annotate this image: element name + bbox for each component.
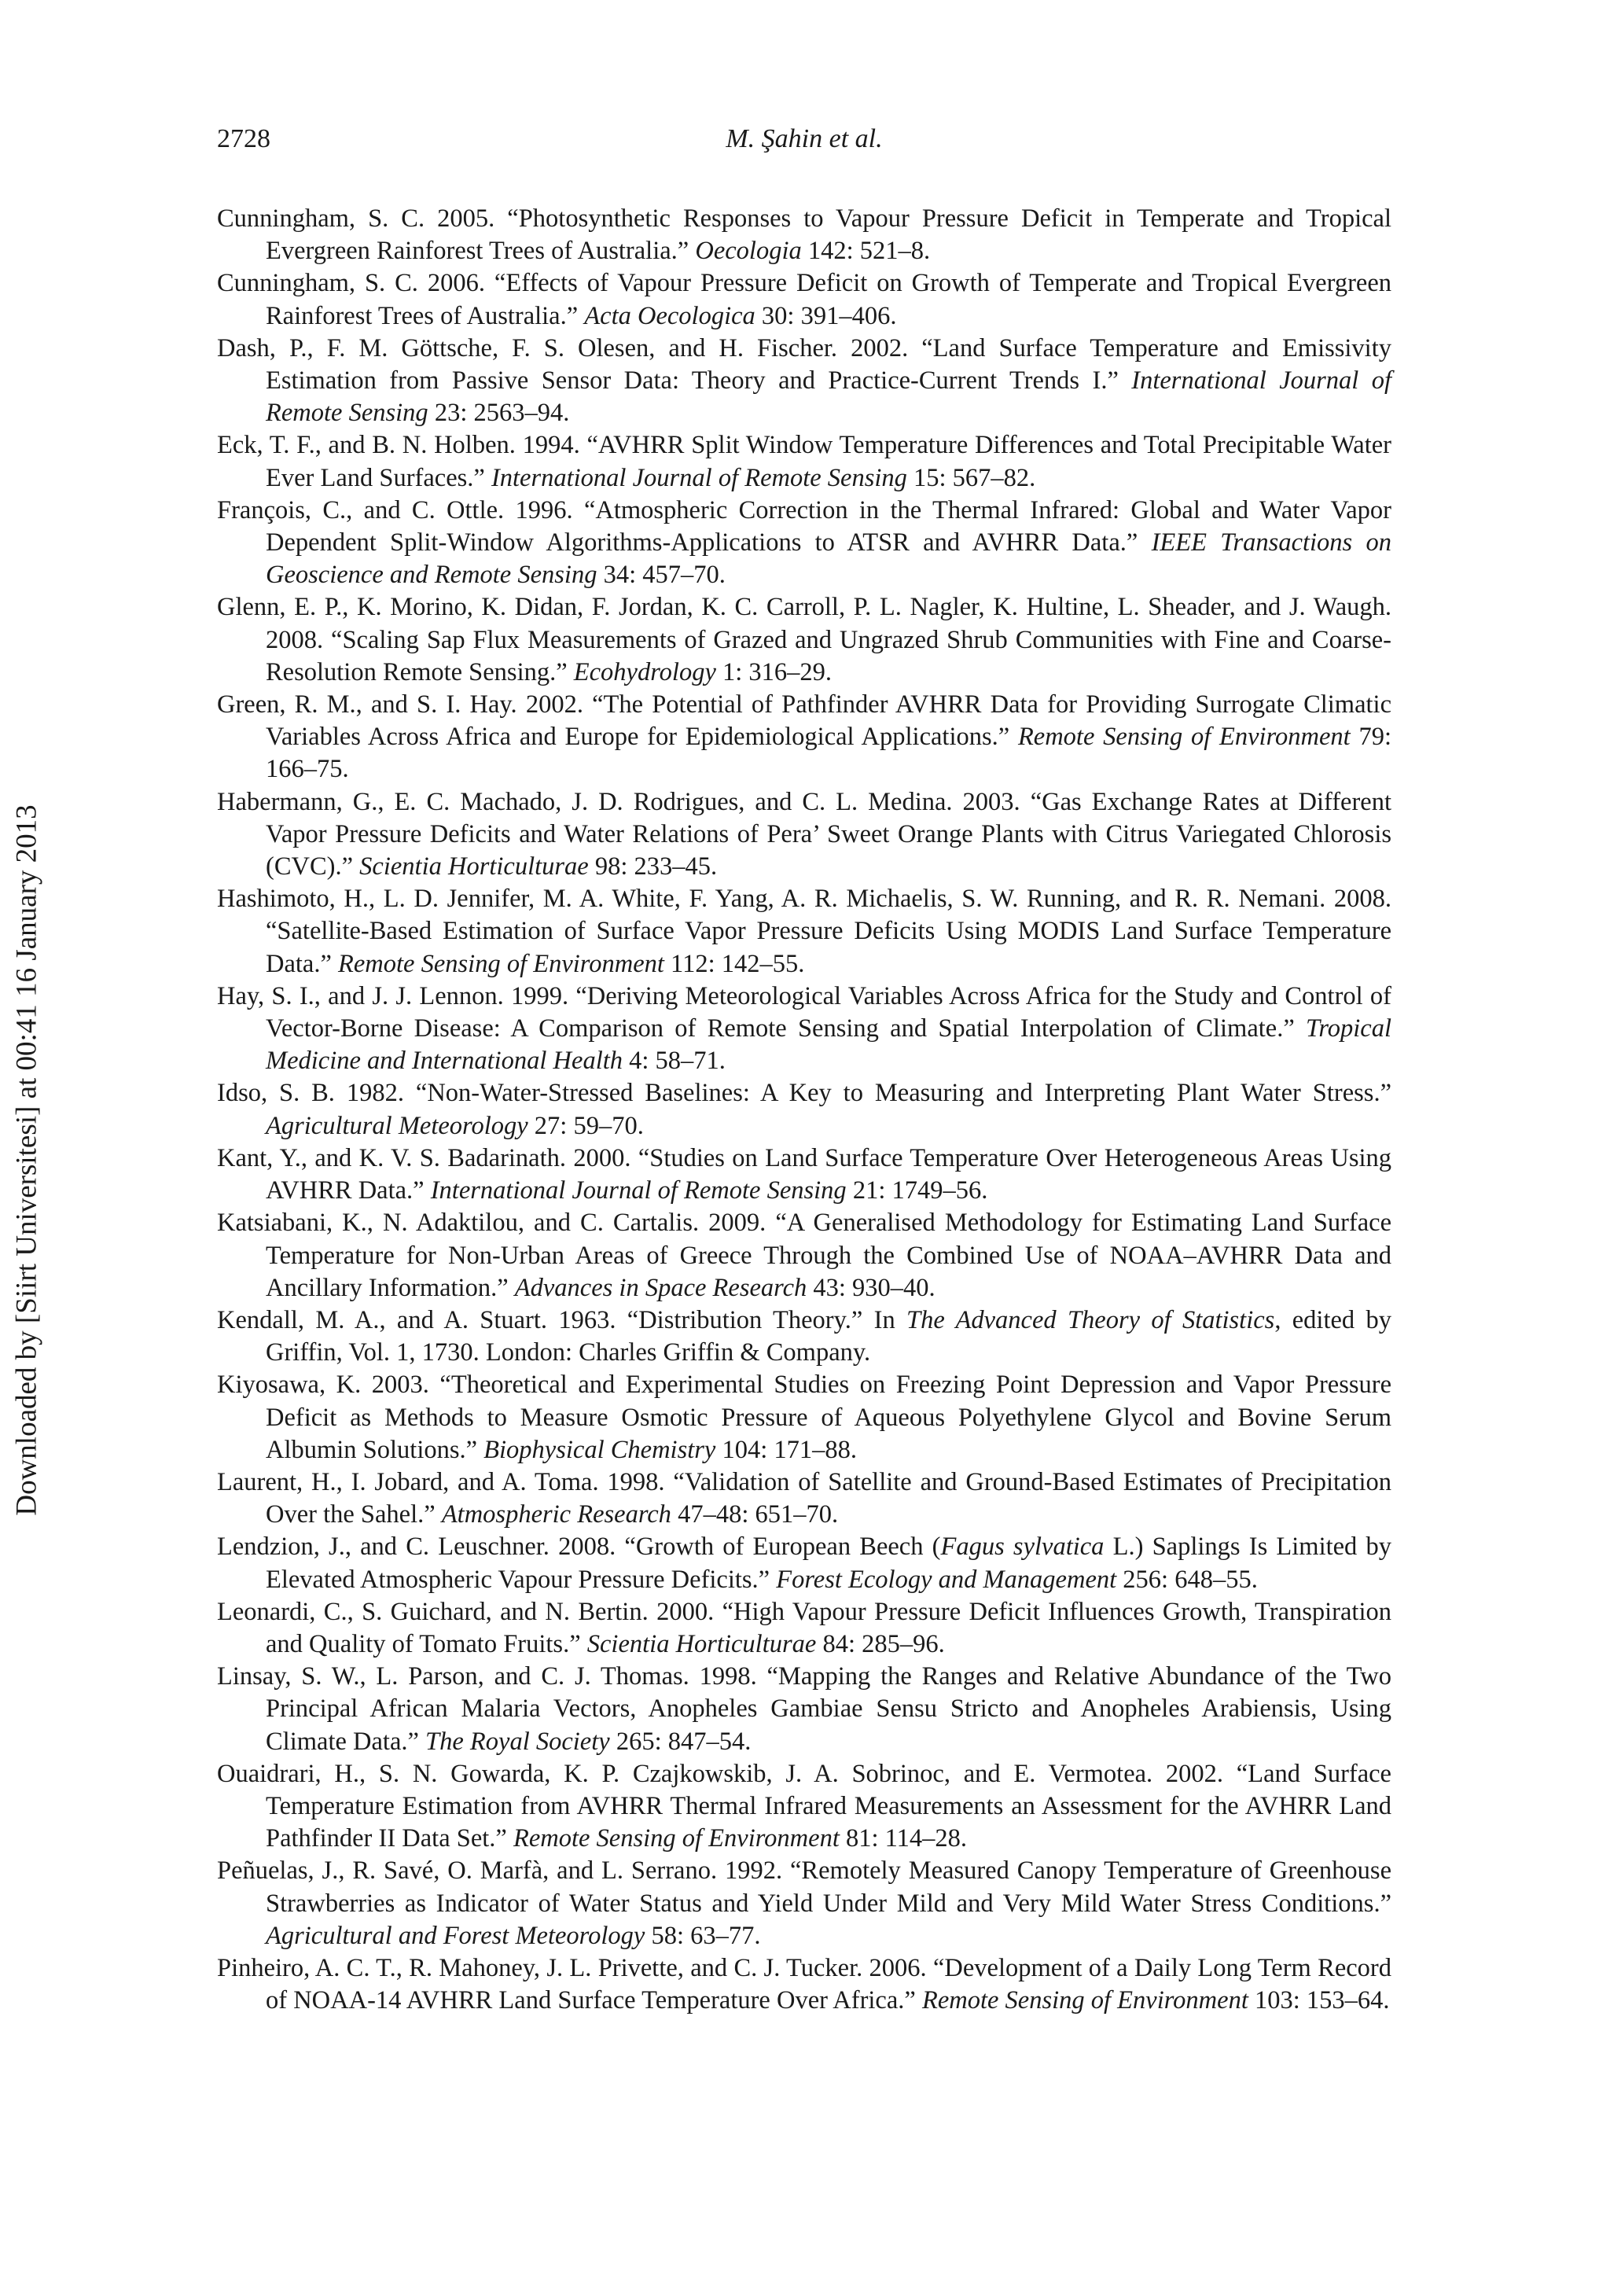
reference-entry: François, C., and C. Ottle. 1996. “Atmospheric Correction in the Thermal Infrared: Global and Water Vapor Dependent Split-Window Algorithms-Applications to ATSR and AVHRR Data.” IEEE Transactions on Geoscience and Remote Sensing 34: 457–70. — [217, 495, 1391, 590]
reference-entry: Hashimoto, H., L. D. Jennifer, M. A. White, F. Yang, A. R. Michaelis, S. W. Running, and R. R. Nemani. 2008. “Satellite-Based Estimation of Surface Vapor Pressure Deficits Using MODIS Land Surface Temperature Data.” Remote Sensing of Environment 112: 142–55. — [217, 885, 1391, 978]
reference-list — [217, 203, 1391, 2017]
reference-entry: Cunningham, S. C. 2006. “Effects of Vapour Pressure Deficit on Growth of Temperate and Tropical Evergreen Rainforest Trees of Australia.” Acta Oecologica 30: 391–406. — [217, 269, 1391, 330]
reference-entry: Ouaidrari, H., S. N. Gowarda, K. P. Czajkowskib, J. A. Sobrinoc, and E. Vermotea. 2002. “Land Surface Temperature Estimation from AVHRR Thermal Infrared Measurements an Assessment for the AVHRR Land Pathfinder II Data Set.” Remote Sensing of Environment 81: 114–28. — [217, 1759, 1391, 1853]
download-notice — [6, 747, 47, 1573]
reference-entry: Dash, P., F. M. Göttsche, F. S. Olesen, and H. Fischer. 2002. “Land Surface Temperature and Emissivity Estimation from Passive Sensor Data: Theory and Practice-Current Trends I.” International Journal of Remote Sensing 23: 2563–94. — [217, 333, 1391, 428]
reference-entry: Hay, S. I., and J. J. Lennon. 1999. “Deriving Meteorological Variables Across Africa for the Study and Control of Vector-Borne Disease: A Comparison of Remote Sensing and Spatial Interpolation of Climate.” Tropical Medicine and International Health 4: 58–71. — [217, 981, 1391, 1076]
reference-entry: Habermann, G., E. C. Machado, J. D. Rodrigues, and C. L. Medina. 2003. “Gas Exchange Rates at Different Vapor Pressure Deficits and Water Relations of Pera’ Sweet Orange Plants with Citrus Variegated Chlorosis (CVC).” Scientia Horticulturae 98: 233–45. — [217, 787, 1391, 881]
reference-entry: Kendall, M. A., and A. Stuart. 1963. “Distribution Theory.” In The Advanced Theory of Statistics, edited by Griffin, Vol. 1, 1730. London: Charles Griffin & Company. — [217, 1305, 1391, 1367]
page-number: 2728 — [217, 124, 270, 153]
download-notice-text: Downloaded by [Siirt Universitesi] at 00:41 16 January 2013 — [10, 804, 43, 1516]
reference-entry: Lendzion, J., and C. Leuschner. 2008. “Growth of European Beech (Fagus sylvatica L.) Saplings Is Limited by Elevated Atmospheric Vapour Pressure Deficits.” Forest Ecology and Management 256: 648–55. — [217, 1533, 1391, 1594]
page-header — [217, 124, 1391, 164]
reference-entry: Leonardi, C., S. Guichard, and N. Bertin. 2000. “High Vapour Pressure Deficit Influences Growth, Transpiration and Quality of Tomato Fruits.” Scientia Horticulturae 84: 285–96. — [217, 1597, 1391, 1658]
reference-entry: Kant, Y., and K. V. S. Badarinath. 2000. “Studies on Land Surface Temperature Over Heterogeneous Areas Using AVHRR Data.” International Journal of Remote Sensing 21: 1749–56. — [217, 1143, 1391, 1205]
running-head: M. Şahin et al. — [726, 124, 883, 153]
reference-entry: Glenn, E. P., K. Morino, K. Didan, F. Jordan, K. C. Carroll, P. L. Nagler, K. Hultine, L. Sheader, and J. Waugh. 2008. “Scaling Sap Flux Measurements of Grazed and Ungrazed Shrub Communities with Fine and Coarse-Resolution Remote Sensing.” Ecohydrology 1: 316–29. — [217, 593, 1391, 686]
reference-entry: Peñuelas, J., R. Savé, O. Marfà, and L. Serrano. 1992. “Remotely Measured Canopy Temperature of Greenhouse Strawberries as Indicator of Water Status and Yield Under Mild and Very Mild Water Stress Conditions.” Agricultural and Forest Meteorology 58: 63–77. — [217, 1856, 1391, 1950]
reference-entry: Laurent, H., I. Jobard, and A. Toma. 1998. “Validation of Satellite and Ground-Based Estimates of Precipitation Over the Sahel.” Atmospheric Research 47–48: 651–70. — [217, 1467, 1391, 1529]
reference-entry: Green, R. M., and S. I. Hay. 2002. “The Potential of Pathfinder AVHRR Data for Providing Surrogate Climatic Variables Across Africa and Europe for Epidemiological Applications.” Remote Sensing of Environment 79: 166–75. — [217, 690, 1391, 784]
reference-entry: Idso, S. B. 1982. “Non-Water-Stressed Baselines: A Key to Measuring and Interpreting Plant Water Stress.” Agricultural Meteorology 27: 59–70. — [217, 1079, 1391, 1140]
reference-entry: Pinheiro, A. C. T., R. Mahoney, J. L. Privette, and C. J. Tucker. 2006. “Development of a Daily Long Term Record of NOAA-14 AVHRR Land Surface Temperature Over Africa.” Remote Sensing of Environment 103: 153–64. — [217, 1953, 1391, 2015]
reference-entry: Cunningham, S. C. 2005. “Photosynthetic Responses to Vapour Pressure Deficit in Temperate and Tropical Evergreen Rainforest Trees of Australia.” Oecologia 142: 521–8. — [217, 204, 1391, 266]
reference-entry: Eck, T. F., and B. N. Holben. 1994. “AVHRR Split Window Temperature Differences and Total Precipitable Water Ever Land Surfaces.” International Journal of Remote Sensing 15: 567–82. — [217, 431, 1391, 492]
reference-entry: Kiyosawa, K. 2003. “Theoretical and Experimental Studies on Freezing Point Depression and Vapor Pressure Deficit as Methods to Measure Osmotic Pressure of Aqueous Polyethylene Glycol and Bovine Serum Albumin Solutions.” Biophysical Chemistry 104: 171–88. — [217, 1371, 1391, 1464]
reference-entry: Katsiabani, K., N. Adaktilou, and C. Cartalis. 2009. “A Generalised Methodology for Estimating Land Surface Temperature for Non-Urban Areas of Greece Through the Combined Use of NOAA–AVHRR Data and Ancillary Information.” Advances in Space Research 43: 930–40. — [217, 1209, 1391, 1302]
reference-entry: Linsay, S. W., L. Parson, and C. J. Thomas. 1998. “Mapping the Ranges and Relative Abundance of the Two Principal African Malaria Vectors, Anopheles Gambiae Sensu Stricto and Anopheles Arabiensis, Using Climate Data.” The Royal Society 265: 847–54. — [217, 1662, 1391, 1756]
